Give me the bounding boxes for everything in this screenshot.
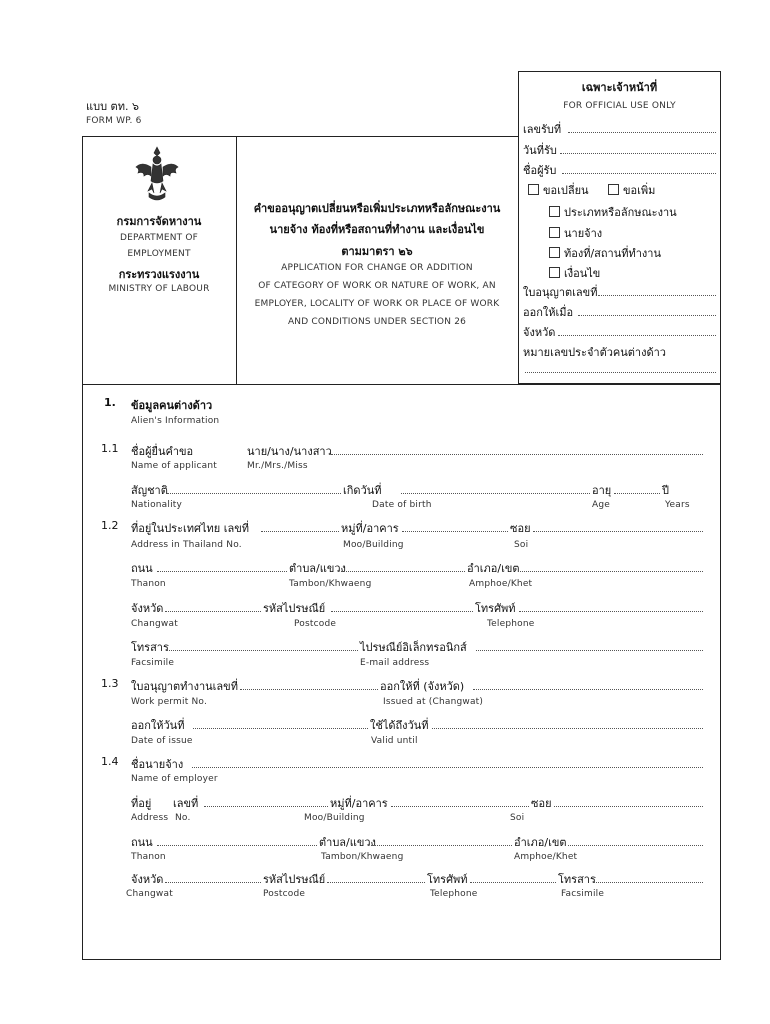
s14-road-en: Thanon bbox=[131, 852, 166, 862]
s11-years-en: Years bbox=[665, 500, 690, 510]
s12-road-en: Thanon bbox=[131, 579, 166, 589]
s14-tambon-field[interactable] bbox=[371, 845, 512, 846]
alien-id-label: หมายเลขประจำตัวคนต่างด้าว bbox=[523, 346, 666, 359]
s11-prefix-en: Mr./Mrs./Miss bbox=[247, 461, 308, 471]
header-bottom-line bbox=[82, 384, 721, 385]
s12-fax-label: โทรสาร bbox=[131, 641, 169, 654]
s12-email-label: ไปรษณีย์อิเล็กทรอนิกส์ bbox=[360, 641, 467, 654]
opt-category[interactable]: ประเภทหรือลักษณะงาน bbox=[549, 203, 677, 221]
s14-prov-label: จังหวัด bbox=[131, 873, 164, 886]
s11-dob-en: Date of birth bbox=[372, 500, 432, 510]
permit-no-label: ใบอนุญาตเลขที่ bbox=[523, 286, 598, 299]
s13-valid-label: ใช้ได้ถึงวันที่ bbox=[370, 719, 429, 732]
s14-road-field[interactable] bbox=[157, 845, 317, 846]
title-th-2: นายจ้าง ท้องที่หรือสถานที่ทำงาน และเงื่อนไข bbox=[269, 223, 485, 236]
s12-tambon-label: ตำบล/แขวง bbox=[289, 562, 346, 575]
s12-amphoe-label: อำเภอ/เขต bbox=[467, 562, 520, 575]
s14-soi-en: Soi bbox=[510, 813, 525, 823]
opt-add[interactable]: ขอเพิ่ม bbox=[608, 181, 655, 199]
opt-conditions[interactable]: เงื่อนไข bbox=[549, 264, 600, 282]
s14-amphoe-en: Amphoe/Khet bbox=[514, 852, 578, 862]
s14-soi-label: ซอย bbox=[531, 797, 552, 810]
s12-post-label: รหัสไปรษณีย์ bbox=[263, 602, 326, 615]
s12-addr-label: ที่อยู่ในประเทศไทย เลขที่ bbox=[131, 522, 249, 535]
s12-tambon-field[interactable] bbox=[341, 571, 465, 572]
section1-title: ข้อมูลคนต่างด้าว bbox=[131, 399, 213, 412]
s14-tambon-en: Tambon/Khwaeng bbox=[321, 852, 404, 862]
s12-fax-field[interactable] bbox=[167, 650, 358, 651]
opt-locality[interactable]: ท้องที่/สถานที่ทำงาน bbox=[549, 244, 661, 262]
s11-name-label: ชื่อผู้ยื่นคำขอ bbox=[131, 445, 194, 458]
receiver-name-label: ชื่อผู้รับ bbox=[523, 164, 557, 177]
s14-emp-label: ชื่อนายจ้าง bbox=[131, 758, 184, 771]
official-subtitle: FOR OFFICIAL USE ONLY bbox=[563, 101, 676, 111]
s13-issue-label: ออกให้วันที่ bbox=[131, 719, 185, 732]
s12-moo-field[interactable] bbox=[402, 531, 508, 532]
title-en-3: EMPLOYER, LOCALITY OF WORK OR PLACE OF WORK bbox=[254, 299, 500, 309]
s12-road-label: ถนน bbox=[131, 562, 153, 575]
ministry-en: MINISTRY OF LABOUR bbox=[108, 284, 210, 294]
nationality-field[interactable] bbox=[167, 493, 341, 494]
opt-employer[interactable]: นายจ้าง bbox=[549, 224, 602, 242]
s12-road-field[interactable] bbox=[157, 571, 287, 572]
department-th: กรมการจัดหางาน bbox=[116, 215, 202, 228]
s13-issued-at-en: Issued at (Changwat) bbox=[383, 697, 484, 707]
s11-num: 1.1 bbox=[101, 442, 119, 455]
opt-change[interactable]: ขอเปลี่ยน bbox=[528, 181, 589, 199]
age-field[interactable] bbox=[614, 493, 660, 494]
applicant-name-field[interactable] bbox=[331, 454, 703, 455]
receipt-no-label: เลขรับที่ bbox=[523, 123, 562, 136]
s14-fax-label: โทรสาร bbox=[558, 873, 596, 886]
s12-moo-en: Moo/Building bbox=[343, 540, 404, 550]
s14-amphoe-label: อำเภอ/เขต bbox=[514, 836, 567, 849]
garuda-emblem-icon bbox=[132, 143, 182, 205]
s14-tel-en: Telephone bbox=[430, 889, 478, 899]
s12-addr-en: Address in Thailand No. bbox=[131, 540, 242, 550]
s12-house-no-field[interactable] bbox=[261, 531, 339, 532]
s13-issue-en: Date of issue bbox=[131, 736, 193, 746]
s14-prov-field[interactable] bbox=[165, 882, 261, 883]
province-label: จังหวัด bbox=[523, 326, 556, 339]
s13-issue-field[interactable] bbox=[193, 728, 368, 729]
s14-road-label: ถนน bbox=[131, 836, 153, 849]
title-en-4: AND CONDITIONS UNDER SECTION 26 bbox=[287, 317, 467, 327]
s14-addr-label: ที่อยู่ bbox=[131, 797, 152, 810]
s13-issued-at-label: ออกให้ที่ (จังหวัด) bbox=[380, 680, 465, 693]
date-received-label: วันที่รับ bbox=[523, 144, 557, 157]
s14-addr-en: Address bbox=[131, 813, 169, 823]
s13-num: 1.3 bbox=[101, 677, 119, 690]
s11-age-en: Age bbox=[592, 500, 611, 510]
department-en-2: EMPLOYMENT bbox=[127, 249, 191, 259]
s11-prefix-label: นาย/นาง/นางสาว bbox=[247, 445, 332, 458]
s14-post-en: Postcode bbox=[263, 889, 306, 899]
s14-moo-label: หมู่ที่/อาคาร bbox=[330, 797, 388, 810]
s14-fax-en: Facsimile bbox=[561, 889, 605, 899]
s12-tel-en: Telephone bbox=[487, 619, 535, 629]
s12-num: 1.2 bbox=[101, 519, 119, 532]
form-code-th: แบบ ตท. ๖ bbox=[86, 100, 139, 113]
s14-emp-en: Name of employer bbox=[131, 774, 218, 784]
s14-fax-field[interactable] bbox=[594, 882, 703, 883]
s14-num: 1.4 bbox=[101, 755, 119, 768]
s12-post-en: Postcode bbox=[294, 619, 337, 629]
form-code-en: FORM WP. 6 bbox=[86, 116, 142, 126]
title-en-1: APPLICATION FOR CHANGE OR ADDITION bbox=[281, 263, 473, 273]
title-th-3: ตามมาตรา ๒๖ bbox=[341, 245, 413, 258]
header-divider bbox=[236, 136, 237, 384]
s14-prov-en: Changwat bbox=[126, 889, 173, 899]
s12-tambon-en: Tambon/Khwaeng bbox=[289, 579, 372, 589]
s12-tel-label: โทรศัพท์ bbox=[475, 602, 516, 615]
s14-tel-field[interactable] bbox=[470, 882, 556, 883]
s12-fax-en: Facsimile bbox=[131, 658, 175, 668]
s12-amphoe-en: Amphoe/Khet bbox=[469, 579, 533, 589]
s14-tel-label: โทรศัพท์ bbox=[427, 873, 468, 886]
s14-amphoe-field[interactable] bbox=[568, 845, 703, 846]
s12-soi-en: Soi bbox=[514, 540, 529, 550]
s12-prov-label: จังหวัด bbox=[131, 602, 164, 615]
s14-no-en: No. bbox=[175, 813, 191, 823]
official-title: เฉพาะเจ้าหน้าที่ bbox=[581, 81, 658, 94]
s14-emp-field[interactable] bbox=[192, 767, 703, 768]
s11-dob-label: เกิดวันที่ bbox=[343, 484, 382, 497]
s14-post-field[interactable] bbox=[327, 882, 425, 883]
s11-nat-label: สัญชาติ bbox=[131, 484, 168, 497]
title-en-2: OF CATEGORY OF WORK OR NATURE OF WORK, AN bbox=[258, 281, 496, 291]
s14-post-label: รหัสไปรษณีย์ bbox=[263, 873, 326, 886]
s14-tambon-label: ตำบล/แขวง bbox=[319, 836, 376, 849]
s14-no-label: เลขที่ bbox=[173, 797, 199, 810]
s12-soi-label: ซอย bbox=[510, 522, 531, 535]
s12-email-en: E-mail address bbox=[360, 658, 430, 668]
section1-subtitle: Alien's Information bbox=[131, 416, 220, 426]
s12-tel-field[interactable] bbox=[519, 611, 703, 612]
s14-no-field[interactable] bbox=[204, 806, 328, 807]
receipt-no-field[interactable] bbox=[568, 132, 716, 133]
department-en-1: DEPARTMENT OF bbox=[119, 233, 199, 243]
s13-permit-label: ใบอนุญาตทำงานเลขที่ bbox=[131, 680, 238, 693]
s11-age-label: อายุ bbox=[592, 484, 612, 497]
s14-moo-field[interactable] bbox=[391, 806, 529, 807]
s12-post-field[interactable] bbox=[331, 611, 473, 612]
s13-issued-at-field[interactable] bbox=[473, 689, 703, 690]
header-top-line bbox=[82, 136, 519, 137]
s12-email-field[interactable] bbox=[476, 650, 703, 651]
s12-amphoe-field[interactable] bbox=[520, 571, 703, 572]
title-th-1: คำขออนุญาตเปลี่ยนหรือเพิ่มประเภทหรือลักษณะงาน bbox=[253, 202, 501, 215]
s12-prov-en: Changwat bbox=[131, 619, 178, 629]
s14-moo-en: Moo/Building bbox=[304, 813, 365, 823]
s11-name-en: Name of applicant bbox=[131, 461, 217, 471]
s11-nat-en: Nationality bbox=[131, 500, 183, 510]
s14-soi-field[interactable] bbox=[554, 806, 703, 807]
s11-years-label: ปี bbox=[662, 484, 669, 497]
s13-valid-en: Valid until bbox=[371, 736, 418, 746]
s12-prov-field[interactable] bbox=[165, 611, 261, 612]
s12-moo-label: หมู่ที่/อาคาร bbox=[341, 522, 399, 535]
issued-on-label: ออกให้เมื่อ bbox=[523, 306, 574, 319]
s13-valid-field[interactable] bbox=[432, 728, 703, 729]
ministry-th: กระทรวงแรงงาน bbox=[118, 268, 200, 281]
s13-permit-field[interactable] bbox=[240, 689, 378, 690]
section1-num: 1. bbox=[104, 396, 116, 409]
dob-field[interactable] bbox=[401, 493, 590, 494]
s13-permit-en: Work permit No. bbox=[131, 697, 208, 707]
s12-soi-field[interactable] bbox=[533, 531, 703, 532]
